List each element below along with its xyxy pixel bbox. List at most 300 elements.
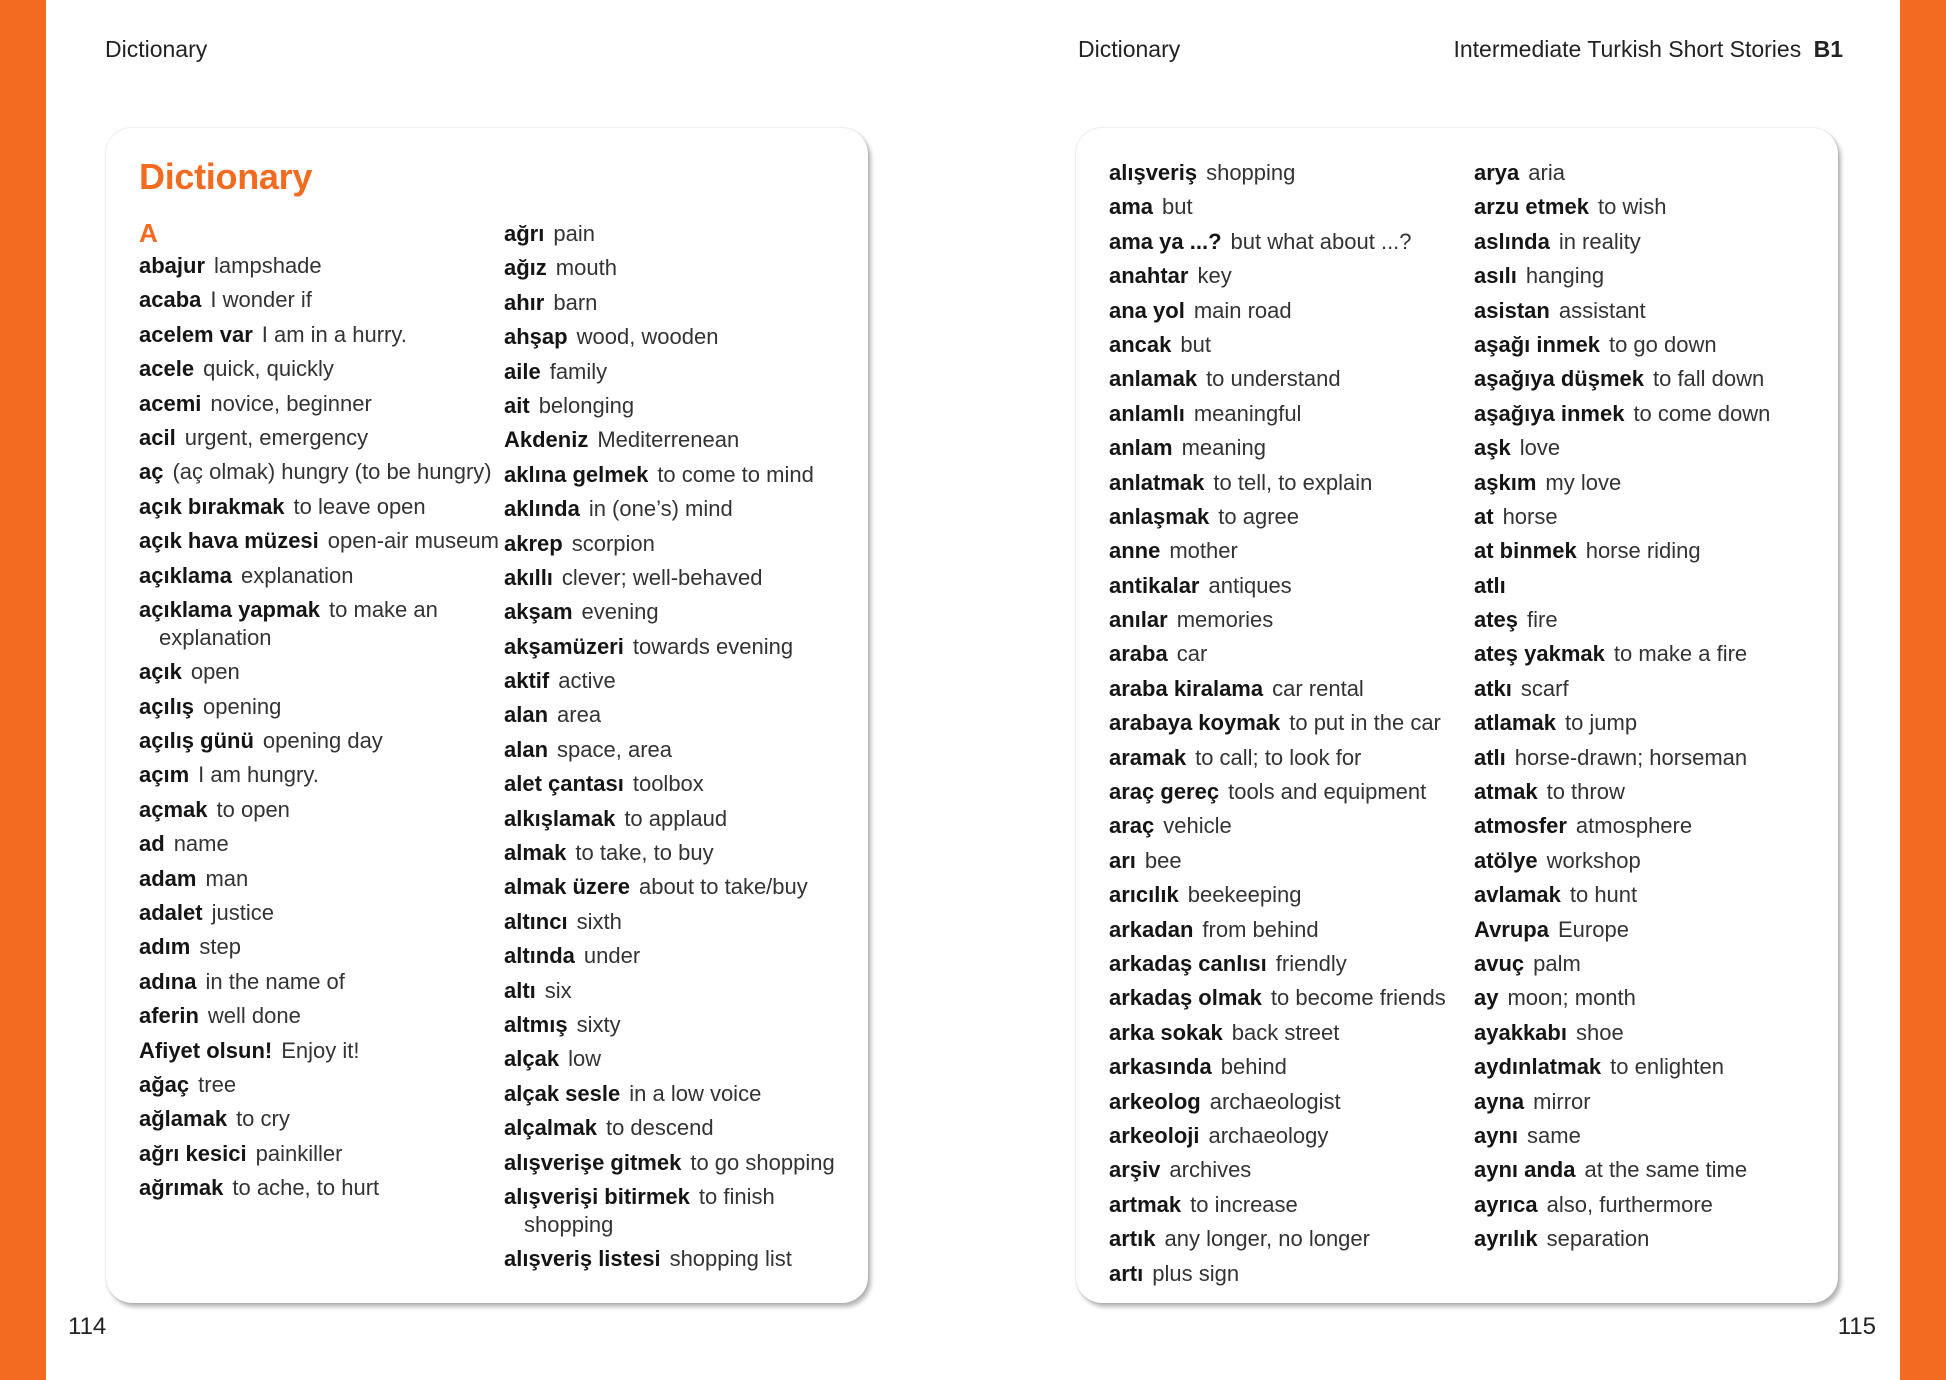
entry-term: ateş bbox=[1474, 607, 1519, 633]
entry-definition: mother bbox=[1169, 538, 1238, 564]
entry-term: aile bbox=[504, 358, 541, 384]
entry-definition: to put in the car bbox=[1289, 710, 1441, 736]
entry-definition: name bbox=[173, 831, 229, 857]
dictionary-entry bbox=[1474, 812, 1834, 840]
dictionary-entry bbox=[1474, 159, 1834, 187]
entry-definition: behind bbox=[1220, 1054, 1287, 1080]
dictionary-entry bbox=[504, 633, 864, 661]
dictionary-entry bbox=[1109, 847, 1469, 875]
dictionary-entry bbox=[1109, 400, 1469, 428]
entry-definition: archaeology bbox=[1208, 1122, 1329, 1148]
entry-definition: horse bbox=[1502, 503, 1558, 529]
entry-term: atlı bbox=[1474, 572, 1506, 598]
dictionary-entry bbox=[1474, 537, 1834, 565]
entry-definition: to come to mind bbox=[657, 461, 814, 487]
dictionary-entry bbox=[1109, 1260, 1469, 1288]
entry-definition: to come down bbox=[1633, 400, 1771, 426]
entry-definition: I wonder if bbox=[210, 287, 312, 313]
dictionary-entry bbox=[139, 830, 499, 858]
dictionary-entry bbox=[1109, 262, 1469, 290]
dictionary-entry bbox=[504, 220, 864, 248]
dictionary-entry bbox=[139, 1071, 499, 1099]
entry-definition: memories bbox=[1176, 607, 1274, 633]
dictionary-card bbox=[1076, 128, 1838, 1303]
dictionary-entry bbox=[1474, 434, 1834, 462]
dictionary-card bbox=[106, 128, 868, 1303]
entry-definition: explanation bbox=[240, 562, 354, 588]
page-number: 115 bbox=[1837, 1313, 1876, 1340]
level-badge: B1 bbox=[1813, 36, 1843, 62]
entry-definition: scorpion bbox=[571, 530, 655, 556]
dictionary-entry bbox=[139, 355, 499, 383]
dictionary-entry bbox=[1474, 1225, 1834, 1253]
entry-term: altında bbox=[504, 943, 575, 969]
entry-term: alışveriş listesi bbox=[504, 1246, 661, 1272]
entry-definition: but bbox=[1180, 331, 1211, 357]
entry-term: aşağıya düşmek bbox=[1474, 366, 1644, 392]
entry-term: anne bbox=[1109, 538, 1161, 564]
entry-term: arşiv bbox=[1109, 1157, 1161, 1183]
entry-term: acele bbox=[139, 356, 195, 382]
entry-definition: novice, beginner bbox=[210, 390, 372, 416]
entry-definition: barn bbox=[553, 289, 598, 315]
entry-definition: my love bbox=[1545, 469, 1622, 495]
entry-definition: to agree bbox=[1218, 503, 1300, 529]
entry-term: ağrımak bbox=[139, 1175, 224, 1201]
entry-column bbox=[1109, 159, 1469, 1294]
entry-definition: horse-drawn; horseman bbox=[1514, 744, 1748, 770]
entry-term: ağrı bbox=[504, 221, 545, 246]
dictionary-entry bbox=[1474, 606, 1834, 634]
entry-term: at binmek bbox=[1474, 538, 1577, 564]
entry-definition: to enlighten bbox=[1610, 1054, 1724, 1080]
dictionary-entry bbox=[504, 392, 864, 420]
entry-definition: meaning bbox=[1181, 435, 1266, 461]
entry-definition: Europe bbox=[1557, 916, 1629, 942]
entry-term: aşk bbox=[1474, 435, 1511, 461]
dictionary-entry bbox=[504, 942, 864, 970]
entry-definition: in (one’s) mind bbox=[588, 496, 733, 522]
entry-term: Avrupa bbox=[1474, 916, 1549, 942]
entry-definition: to open bbox=[216, 796, 290, 822]
dictionary-entry bbox=[139, 1037, 499, 1065]
entry-column bbox=[504, 220, 864, 1280]
dictionary-entry bbox=[1474, 1019, 1834, 1047]
entry-term: aferin bbox=[139, 1003, 199, 1029]
entry-term: arkasında bbox=[1109, 1054, 1212, 1080]
entry-definition: car rental bbox=[1272, 675, 1364, 701]
entry-definition: under bbox=[583, 943, 641, 969]
dictionary-entry bbox=[1109, 812, 1469, 840]
dictionary-entry bbox=[504, 495, 864, 523]
entry-term: akşamüzeri bbox=[504, 633, 624, 659]
entry-term: ayakkabı bbox=[1474, 1019, 1567, 1045]
entry-definition: vehicle bbox=[1163, 813, 1232, 839]
entry-term: arıcılık bbox=[1109, 882, 1179, 908]
entry-term: anlatmak bbox=[1109, 469, 1205, 495]
entry-term: açılış bbox=[139, 693, 195, 719]
dictionary-entry bbox=[1474, 400, 1834, 428]
entry-term: asılı bbox=[1474, 263, 1517, 289]
dictionary-entry bbox=[504, 805, 864, 833]
entry-column bbox=[139, 218, 499, 1209]
entry-definition: at the same time bbox=[1584, 1157, 1748, 1183]
dictionary-entry bbox=[139, 899, 499, 927]
entry-definition: pain bbox=[553, 221, 595, 246]
entry-term: artı bbox=[1109, 1260, 1144, 1286]
dictionary-entry bbox=[139, 493, 499, 521]
entry-definition: toolbox bbox=[632, 771, 704, 797]
dictionary-entry bbox=[139, 727, 499, 755]
entry-term: ama ya ...? bbox=[1109, 228, 1222, 254]
entry-term: aslında bbox=[1474, 228, 1550, 254]
entry-term: adım bbox=[139, 934, 191, 960]
dictionary-entry bbox=[139, 933, 499, 961]
entry-term: araç bbox=[1109, 813, 1155, 839]
dictionary-entry bbox=[1109, 1156, 1469, 1184]
entry-term: atlı bbox=[1474, 744, 1506, 770]
entry-term: ağrı kesici bbox=[139, 1140, 247, 1166]
dictionary-entry bbox=[504, 254, 864, 282]
entry-term: altıncı bbox=[504, 908, 568, 934]
entry-term: arabaya koymak bbox=[1109, 710, 1281, 736]
entry-definition: atmosphere bbox=[1575, 813, 1693, 839]
entry-term: aydınlatmak bbox=[1474, 1054, 1602, 1080]
dictionary-entry bbox=[139, 865, 499, 893]
entry-term: ağlamak bbox=[139, 1106, 228, 1132]
dictionary-entry bbox=[1474, 331, 1834, 359]
entry-term: aklında bbox=[504, 496, 580, 522]
entry-definition: car bbox=[1176, 641, 1208, 667]
dictionary-entry bbox=[1474, 847, 1834, 875]
entry-term: alkışlamak bbox=[504, 805, 616, 831]
entry-term: ana yol bbox=[1109, 297, 1185, 323]
entry-term: aşkım bbox=[1474, 469, 1537, 495]
entry-definition: to understand bbox=[1206, 366, 1341, 392]
dictionary-entry bbox=[139, 321, 499, 349]
entry-term: alçak bbox=[504, 1046, 560, 1072]
dictionary-entry bbox=[139, 527, 499, 555]
entry-definition: bee bbox=[1144, 847, 1182, 873]
dictionary-entry bbox=[139, 761, 499, 789]
dictionary-entry bbox=[504, 873, 864, 901]
entry-definition: to wish bbox=[1597, 194, 1667, 220]
entry-term: anlam bbox=[1109, 435, 1173, 461]
entry-term: açım bbox=[139, 762, 190, 788]
entry-definition: scarf bbox=[1520, 675, 1569, 701]
entry-term: aç bbox=[139, 459, 164, 485]
entry-definition: man bbox=[205, 865, 249, 891]
entry-definition: love bbox=[1519, 435, 1561, 461]
entry-term: akşam bbox=[504, 599, 573, 625]
dictionary-entry bbox=[504, 323, 864, 351]
entry-definition: to descend bbox=[605, 1115, 714, 1141]
entry-term: arkeoloji bbox=[1109, 1122, 1200, 1148]
entry-definition: from behind bbox=[1202, 916, 1319, 942]
dictionary-entry bbox=[1474, 262, 1834, 290]
dictionary-entry bbox=[1109, 1225, 1469, 1253]
dictionary-entry bbox=[504, 1011, 864, 1039]
entry-definition: quick, quickly bbox=[203, 356, 334, 382]
dictionary-entry bbox=[1474, 297, 1834, 325]
dictionary-entry bbox=[504, 977, 864, 1005]
entry-term: alışverişe gitmek bbox=[504, 1149, 682, 1175]
entry-definition: opening day bbox=[262, 728, 383, 754]
dictionary-entry bbox=[1109, 434, 1469, 462]
entry-definition: separation bbox=[1546, 1226, 1650, 1252]
entry-definition: to go down bbox=[1608, 331, 1717, 357]
entry-term: atkı bbox=[1474, 675, 1512, 701]
entry-term: akrep bbox=[504, 530, 563, 556]
entry-term: acemi bbox=[139, 390, 202, 416]
entry-term: altı bbox=[504, 977, 536, 1003]
entry-term: açık bırakmak bbox=[139, 493, 285, 519]
dictionary-entry bbox=[139, 1002, 499, 1030]
entry-definition: tree bbox=[198, 1071, 237, 1097]
dictionary-entry bbox=[139, 390, 499, 418]
entry-definition: same bbox=[1527, 1122, 1581, 1148]
entry-term: arkadaş olmak bbox=[1109, 985, 1262, 1011]
entry-term: anahtar bbox=[1109, 263, 1189, 289]
entry-term: ama bbox=[1109, 194, 1154, 220]
entry-definition: wood, wooden bbox=[576, 324, 719, 350]
entry-definition: tools and equipment bbox=[1228, 779, 1427, 805]
entry-term: aklına gelmek bbox=[504, 461, 649, 487]
book-title: Intermediate Turkish Short Stories bbox=[1453, 36, 1802, 62]
dictionary-entry bbox=[1474, 1156, 1834, 1184]
entry-definition: to leave open bbox=[293, 493, 426, 519]
running-header: Dictionary bbox=[1078, 36, 1181, 62]
entry-term: alet çantası bbox=[504, 771, 624, 797]
entry-definition: aria bbox=[1528, 160, 1565, 185]
entry-definition: shopping bbox=[1206, 160, 1296, 185]
entry-term: açık hava müzesi bbox=[139, 528, 319, 554]
dictionary-entry bbox=[504, 1080, 864, 1108]
dictionary-entry bbox=[1109, 572, 1469, 600]
entry-term: aramak bbox=[1109, 744, 1187, 770]
entry-term: ay bbox=[1474, 985, 1499, 1011]
entry-definition: in a low voice bbox=[629, 1080, 762, 1106]
entry-term: alışveriş bbox=[1109, 160, 1198, 185]
entry-term: abajur bbox=[139, 253, 206, 278]
entry-term: at bbox=[1474, 503, 1494, 529]
dictionary-entry bbox=[139, 1105, 499, 1133]
entry-term: Akdeniz bbox=[504, 427, 589, 453]
entry-term: alan bbox=[504, 736, 549, 762]
entry-definition: to finish shopping bbox=[524, 1183, 775, 1237]
dictionary-entry bbox=[139, 458, 499, 486]
dictionary-entry bbox=[1109, 744, 1469, 772]
entry-term: açıklama bbox=[139, 562, 232, 588]
entry-definition: shopping list bbox=[669, 1246, 792, 1272]
entry-term: acaba bbox=[139, 287, 202, 313]
entry-definition: well done bbox=[207, 1003, 301, 1029]
entry-definition: to become friends bbox=[1270, 985, 1446, 1011]
entry-definition: clever; well-behaved bbox=[561, 564, 763, 590]
entry-term: ait bbox=[504, 392, 530, 418]
entry-term: avuç bbox=[1474, 950, 1525, 976]
entry-term: açılış günü bbox=[139, 728, 254, 754]
entry-term: ayna bbox=[1474, 1088, 1525, 1114]
entry-term: aynı bbox=[1474, 1122, 1519, 1148]
entry-term: acelem var bbox=[139, 321, 253, 347]
entry-term: araba bbox=[1109, 641, 1168, 667]
entry-term: ahır bbox=[504, 289, 545, 315]
dictionary-entry bbox=[1474, 469, 1834, 497]
dictionary-entry bbox=[1109, 331, 1469, 359]
dictionary-entry bbox=[1474, 675, 1834, 703]
entry-definition: Enjoy it! bbox=[281, 1037, 360, 1063]
dictionary-entry bbox=[139, 658, 499, 686]
entry-term: acil bbox=[139, 424, 176, 450]
entry-term: anılar bbox=[1109, 607, 1168, 633]
dictionary-entry bbox=[504, 289, 864, 317]
entry-definition: step bbox=[199, 934, 241, 960]
entry-term: almak bbox=[504, 840, 567, 866]
entry-definition: horse riding bbox=[1585, 538, 1701, 564]
dictionary-entry bbox=[1109, 1122, 1469, 1150]
dictionary-entry bbox=[504, 461, 864, 489]
entry-definition: archives bbox=[1169, 1157, 1252, 1183]
dictionary-entry bbox=[1109, 365, 1469, 393]
right-page bbox=[973, 0, 1946, 1380]
dictionary-entry bbox=[1109, 159, 1469, 187]
entry-term: araba kiralama bbox=[1109, 675, 1264, 701]
dictionary-entry bbox=[1474, 1053, 1834, 1081]
entry-definition: low bbox=[568, 1046, 602, 1072]
dictionary-entry bbox=[1474, 709, 1834, 737]
entry-term: atlamak bbox=[1474, 710, 1556, 736]
dictionary-entry bbox=[1474, 984, 1834, 1012]
entry-definition: to go shopping bbox=[690, 1149, 835, 1175]
dictionary-entry bbox=[1109, 778, 1469, 806]
dictionary-entry bbox=[139, 968, 499, 996]
dictionary-entry bbox=[1109, 297, 1469, 325]
dictionary-entry bbox=[1474, 916, 1834, 944]
dictionary-entry bbox=[139, 693, 499, 721]
dictionary-entry bbox=[504, 1045, 864, 1073]
entry-definition: to call; to look for bbox=[1195, 744, 1362, 770]
entry-definition: to throw bbox=[1546, 779, 1625, 805]
entry-definition: open bbox=[190, 659, 240, 685]
dictionary-entry bbox=[139, 424, 499, 452]
entry-term: artık bbox=[1109, 1226, 1156, 1252]
entry-term: Afiyet olsun! bbox=[139, 1037, 273, 1063]
dictionary-entry bbox=[1109, 228, 1469, 256]
entry-term: artmak bbox=[1109, 1191, 1182, 1217]
entry-term: aynı anda bbox=[1474, 1157, 1576, 1183]
entry-definition: painkiller bbox=[255, 1140, 343, 1166]
entry-definition: in reality bbox=[1558, 228, 1641, 254]
dictionary-entry bbox=[1109, 1191, 1469, 1219]
entry-definition: meaningful bbox=[1193, 400, 1302, 426]
dictionary-entry bbox=[139, 596, 499, 652]
dictionary-entry bbox=[1109, 537, 1469, 565]
dictionary-entry bbox=[504, 1183, 864, 1239]
entry-definition: friendly bbox=[1275, 950, 1347, 976]
entry-definition: back street bbox=[1231, 1019, 1340, 1045]
entry-definition: mouth bbox=[555, 255, 617, 281]
entry-definition: to make a fire bbox=[1613, 641, 1748, 667]
entry-definition: antiques bbox=[1208, 572, 1292, 598]
dictionary-entry bbox=[504, 1245, 864, 1273]
dictionary-entry bbox=[504, 358, 864, 386]
entry-term: avlamak bbox=[1474, 882, 1561, 908]
dictionary-entry bbox=[139, 562, 499, 590]
dictionary-entry bbox=[1109, 1053, 1469, 1081]
entry-term: akıllı bbox=[504, 564, 553, 590]
entry-term: ahşap bbox=[504, 324, 568, 350]
entry-term: açıklama yapmak bbox=[139, 596, 321, 622]
entry-term: ağız bbox=[504, 255, 547, 281]
dictionary-entry bbox=[504, 530, 864, 558]
dictionary-entry bbox=[1109, 469, 1469, 497]
entry-definition: to jump bbox=[1564, 710, 1638, 736]
entry-definition: any longer, no longer bbox=[1164, 1226, 1370, 1252]
page-number: 114 bbox=[68, 1313, 107, 1340]
entry-definition: workshop bbox=[1546, 847, 1641, 873]
entry-term: arya bbox=[1474, 160, 1520, 185]
entry-definition: I am in a hurry. bbox=[261, 321, 407, 347]
entry-definition: shoe bbox=[1575, 1019, 1624, 1045]
entry-term: ayrılık bbox=[1474, 1226, 1538, 1252]
entry-column bbox=[1474, 159, 1834, 1260]
entry-definition: archaeologist bbox=[1209, 1088, 1341, 1114]
entry-definition: moon; month bbox=[1507, 985, 1636, 1011]
entry-definition: in the name of bbox=[205, 968, 345, 994]
dictionary-entry bbox=[1109, 916, 1469, 944]
card-title: Dictionary bbox=[139, 156, 313, 197]
entry-term: anlaşmak bbox=[1109, 503, 1210, 529]
entry-term: açık bbox=[139, 659, 182, 685]
dictionary-entry bbox=[1109, 709, 1469, 737]
entry-term: altmış bbox=[504, 1011, 568, 1037]
dictionary-entry bbox=[1109, 606, 1469, 634]
entry-definition: sixty bbox=[576, 1011, 621, 1037]
entry-definition: to make an explanation bbox=[159, 596, 438, 650]
entry-definition: to cry bbox=[236, 1106, 290, 1132]
entry-term: ancak bbox=[1109, 331, 1172, 357]
dictionary-entry bbox=[1474, 1191, 1834, 1219]
entry-definition: hanging bbox=[1525, 263, 1605, 289]
dictionary-entry bbox=[139, 286, 499, 314]
dictionary-entry bbox=[1474, 1088, 1834, 1116]
entry-definition: lampshade bbox=[214, 253, 322, 278]
entry-term: aşağıya inmek bbox=[1474, 400, 1625, 426]
entry-definition: to take, to buy bbox=[575, 840, 714, 866]
dictionary-entry bbox=[504, 839, 864, 867]
entry-term: asistan bbox=[1474, 297, 1550, 323]
entry-definition: space, area bbox=[557, 736, 672, 762]
dictionary-entry bbox=[1474, 193, 1834, 221]
dictionary-entry bbox=[1474, 950, 1834, 978]
entry-term: arkadan bbox=[1109, 916, 1194, 942]
entry-definition: fire bbox=[1527, 607, 1558, 633]
dictionary-entry bbox=[1474, 744, 1834, 772]
entry-term: anlamlı bbox=[1109, 400, 1185, 426]
dictionary-entry bbox=[1109, 984, 1469, 1012]
dictionary-entry bbox=[504, 667, 864, 695]
entry-definition: to applaud bbox=[624, 805, 728, 831]
entry-definition: but bbox=[1162, 194, 1193, 220]
dictionary-entry bbox=[504, 736, 864, 764]
entry-term: adam bbox=[139, 865, 197, 891]
entry-definition: to fall down bbox=[1652, 366, 1765, 392]
entry-term: aşağı inmek bbox=[1474, 331, 1600, 357]
dictionary-entry bbox=[1474, 365, 1834, 393]
dictionary-entry bbox=[139, 1174, 499, 1202]
dictionary-entry bbox=[1109, 193, 1469, 221]
